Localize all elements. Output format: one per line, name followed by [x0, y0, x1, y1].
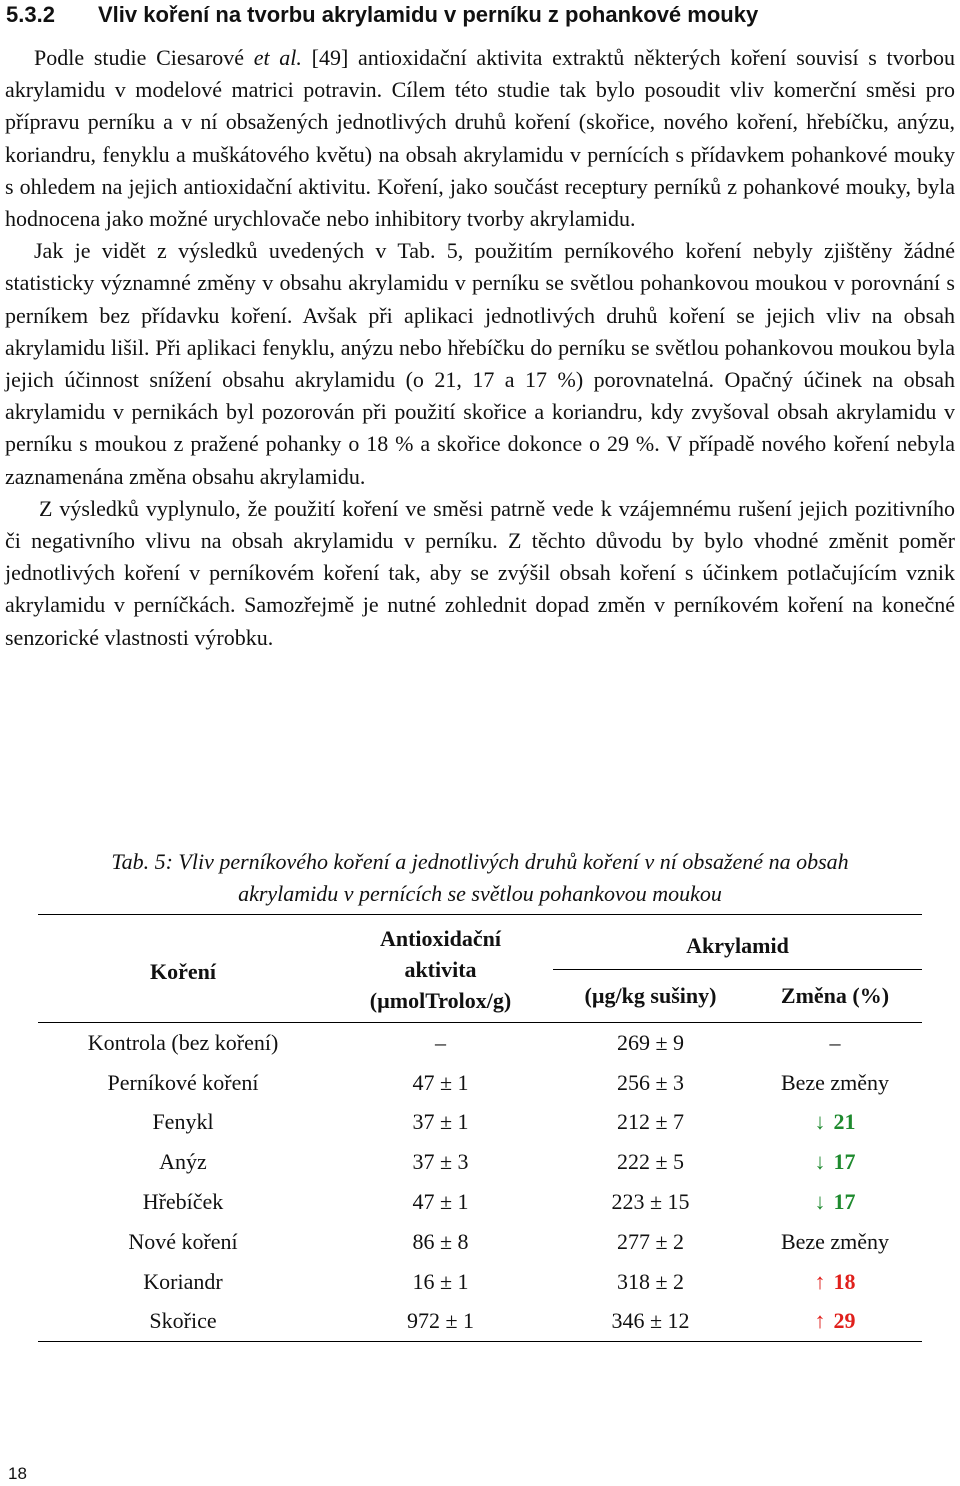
cell-change	[748, 1262, 922, 1302]
change-indicator	[815, 1109, 856, 1134]
section-title: Vliv koření na tvorbu akrylamidu v perníku z pohankové mouky	[98, 2, 759, 27]
change-value: 18	[833, 1268, 856, 1294]
table-row	[38, 1262, 922, 1302]
cell-acrylamide: 212 ± 7	[616, 1109, 685, 1135]
cell-antioxidant: 47 ± 1	[412, 1189, 469, 1215]
cell-antioxidant: –	[435, 1029, 446, 1055]
change-value: 17	[833, 1149, 856, 1175]
cell-change	[748, 1103, 922, 1143]
table-row	[38, 1063, 922, 1103]
arrow-up-icon: ↑	[814, 1268, 826, 1294]
section-number: 5.3.2	[6, 2, 55, 27]
cell-acrylamide: 277 ± 2	[616, 1228, 685, 1254]
header-change: Změna (%)	[748, 970, 922, 1023]
change-value: 29	[833, 1308, 856, 1334]
header-antioxidant-unit: (µmolTrolox/g)	[369, 988, 512, 1013]
change-indicator	[815, 1269, 856, 1294]
table-row	[38, 1142, 922, 1182]
header-acrylamide-group: Akrylamid	[553, 915, 922, 970]
cell-spice: Nové koření	[128, 1228, 238, 1254]
cell-change	[748, 1182, 922, 1222]
header-acrylamide-value: (µg/kg sušiny)	[553, 970, 748, 1023]
cell-change: Beze změny	[780, 1069, 890, 1095]
cell-acrylamide: 346 ± 12	[611, 1308, 690, 1334]
header-antioxidant-line-2: aktivita	[404, 957, 477, 982]
arrow-down-icon: ↓	[814, 1189, 826, 1215]
cell-change: Beze změny	[780, 1228, 890, 1254]
cell-acrylamide: 269 ± 9	[616, 1029, 685, 1055]
table-body	[38, 1023, 922, 1342]
paragraph-1	[5, 42, 955, 235]
caption-line-1: Tab. 5: Vliv perníkového koření a jednotlivých druhů koření v ní obsažené na obsah	[111, 849, 849, 874]
cell-spice: Perníkové koření	[107, 1069, 259, 1095]
cell-antioxidant: 37 ± 1	[412, 1109, 469, 1135]
data-table	[38, 914, 922, 1342]
table-row	[38, 1222, 922, 1262]
cell-antioxidant: 47 ± 1	[412, 1069, 469, 1095]
cell-spice: Hřebíček	[142, 1189, 224, 1215]
header-antioxidant	[328, 915, 553, 1023]
paragraph-2: Jak je vidět z výsledků uvedených v Tab. 5, použitím perníkového koření nebyly zjištěny žádné statisticky významné změny v obsahu akrylamidu v perníku se světlou pohankovou moukou v porovnání s perníkem bez přídavku koření. Avšak při aplikaci jednotlivých druhů koření se jejich vliv na obsah akrylamidu lišil. Při aplikaci fenyklu, anýzu nebo hřebíčku do perníku se světlou pohankovou moukou byla jejich účinnost snížení obsahu akrylamidu (o 21, 17 a 17 %) porovnatelná. Opačný účinek na obsah akrylamidu v pernikách byl pozorován při použití skořice a koriandru, kdy zvyšoval obsah akrylamidu v perníku s moukou z pražené pohanky o 18 % a skořice dokonce o 29 %. V případě nového koření nebyla zaznamenána změna obsahu akrylamidu.	[5, 238, 955, 489]
cell-antioxidant: 37 ± 3	[412, 1149, 469, 1175]
page-number: 18	[8, 1464, 27, 1483]
caption-line-2: akrylamidu v pernících se světlou pohankovou moukou	[238, 881, 722, 906]
cell-antioxidant: 16 ± 1	[412, 1268, 469, 1294]
paragraph-3: Z výsledků vyplynulo, že použití koření ve směsi patrně vede k vzájemnému rušení jejich pozitivního či negativního vlivu na obsah akrylamidu v perníku. Z těchto důvodu by bylo vhodné změnit poměr jednotlivých koření v perníkovém koření tak, aby se zvýšil obsah koření s účinkem potlačujícím vznik akrylamidu v perníčkách. Samozřejmě je nutné zohlednit dopad změn v perníkovém koření na konečné senzorické vlastnosti výrobku.	[5, 495, 955, 650]
change-value: 21	[833, 1109, 856, 1135]
header-antioxidant-line-1: Antioxidační	[379, 926, 502, 951]
cell-acrylamide: 222 ± 5	[616, 1149, 685, 1175]
change-indicator	[815, 1189, 856, 1214]
arrow-up-icon: ↑	[814, 1308, 826, 1334]
cell-spice: Koriandr	[143, 1268, 223, 1294]
cell-spice: Fenykl	[152, 1109, 214, 1135]
cell-spice: Anýz	[159, 1149, 207, 1175]
arrow-down-icon: ↓	[814, 1149, 826, 1175]
cell-change: –	[829, 1029, 841, 1055]
table-row	[38, 1023, 922, 1063]
table-row	[38, 1182, 922, 1222]
cell-antioxidant: 86 ± 8	[412, 1228, 469, 1254]
cell-antioxidant: 972 ± 1	[406, 1308, 475, 1334]
cell-acrylamide: 223 ± 15	[611, 1189, 690, 1215]
header-spice: Koření	[38, 915, 328, 1023]
body-text	[5, 42, 955, 654]
cell-spice: Kontrola (bez koření)	[87, 1029, 279, 1055]
cell-acrylamide: 318 ± 2	[616, 1268, 685, 1294]
change-indicator	[815, 1149, 856, 1174]
paragraph-1-emphasis: et al.	[253, 45, 302, 70]
table-row	[38, 1103, 922, 1143]
paragraph-1-start: Podle studie Ciesarové	[34, 45, 254, 70]
change-value: 17	[833, 1189, 856, 1215]
table-caption	[0, 846, 960, 910]
cell-acrylamide: 256 ± 3	[616, 1069, 685, 1095]
arrow-down-icon: ↓	[814, 1109, 826, 1135]
cell-change	[748, 1302, 922, 1342]
cell-change	[748, 1142, 922, 1182]
table-row	[38, 1302, 922, 1342]
paragraph-1-rest: [49] antioxidační aktivita extraktů některých koření souvisí s tvorbou akrylamidu v modelové matrici potravin. Cílem této studie tak bylo posoudit vliv komerční směsi pro přípravu perníku a v ní obsažených jednotlivých druhů koření (skořice, nového koření, hřebíčku, anýzu, koriandru, fenyklu a muškátového květu) na obsah akrylamidu v pernících s přídavkem pohankové mouky s ohledem na jejich antioxidační aktivitu. Koření, jako součást receptury perníků z pohankové mouky, byla hodnocena jako možné urychlovače nebo inhibitory tvorby akrylamidu.	[5, 45, 955, 232]
change-indicator	[815, 1308, 856, 1333]
cell-spice: Skořice	[149, 1308, 217, 1334]
section-heading	[6, 0, 956, 30]
